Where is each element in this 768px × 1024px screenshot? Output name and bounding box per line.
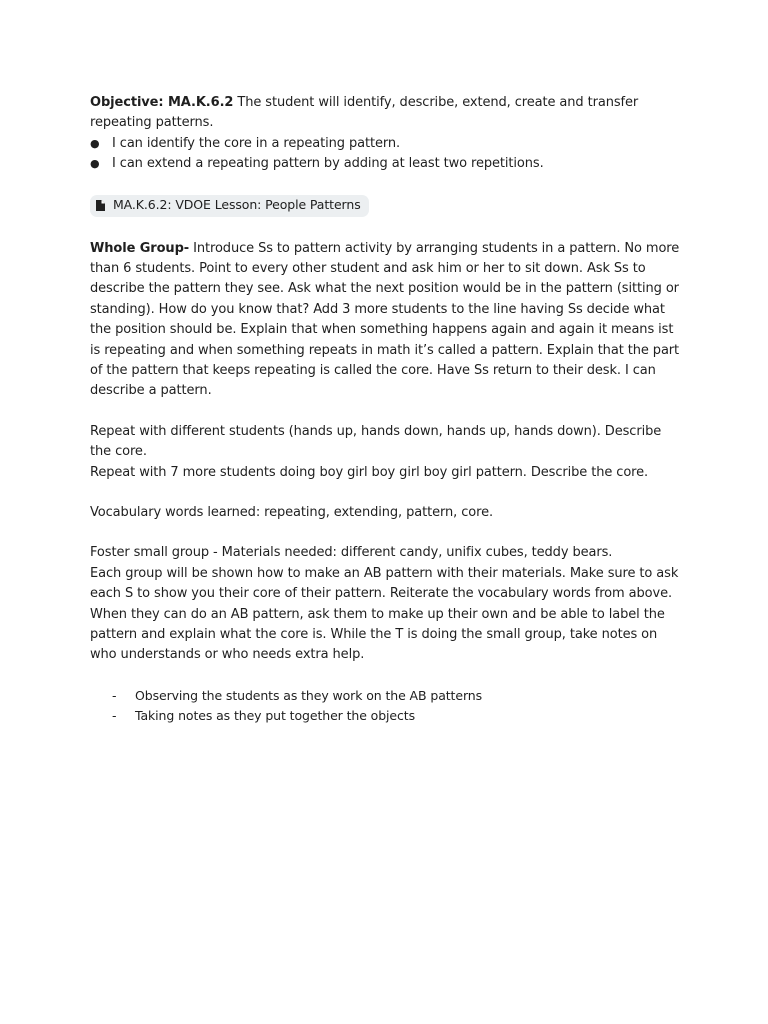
bullet-icon: ● [90, 136, 100, 150]
dash-marker: - [112, 708, 117, 724]
spacer [90, 402, 680, 422]
spacer [90, 219, 680, 239]
document-icon [96, 200, 105, 211]
objective-code: MA.K.6.2 [167, 95, 234, 110]
assessment-item-text: Observing the students as they work on the AB patterns [135, 687, 482, 703]
list-item [90, 706, 680, 726]
small-group-paragraph-2: Each group will be shown how to make an AB pattern with their materials. Make sure to ask each S to show you their core of their pattern. Reiterate the vocabulary words from above. When they can do an AB pattern, ask them to make up their own and be able to label the pattern and explain what the core is. While the T is doing the small group, take notes on who understands or who needs extra help. [90, 565, 679, 663]
list-item [90, 154, 680, 174]
bullet-icon: ● [90, 157, 100, 171]
objective-label: Objective: [90, 95, 168, 110]
assessment-item-text: Taking notes as they put together the objects [135, 708, 415, 724]
spacer [90, 483, 680, 503]
spacer [90, 523, 680, 543]
assessment-list [90, 686, 680, 727]
small-group-paragraph-1: Foster small group - Materials needed: different candy, unifix cubes, teddy bears. [90, 545, 613, 561]
spacer [90, 666, 680, 686]
dash-marker: - [112, 687, 117, 703]
repeat-paragraph-2: Repeat with 7 more students doing boy girl boy girl boy girl pattern. Describe the core. [90, 464, 649, 480]
bullet-text: I can extend a repeating pattern by adding at least two repetitions. [112, 156, 544, 172]
whole-group-paragraph [90, 239, 680, 402]
list-item [90, 134, 680, 154]
whole-group-text: Introduce Ss to pattern activity by arranging students in a pattern. No more than 6 students. Point to every other student and ask him or her to sit down. Ask Ss to describe the pattern they see. Ask what the next position would be in the pattern (sitting or standing). How do you know that? Add 3 more students to the line having Ss decide what the position should be. Explain that when something happens again and again it means ist is repeating and when something repeats in math it’s called a pattern. Explain that the part of the pattern that keeps repeating is called the core. Have Ss return to their desk. I can describe a pattern. [90, 240, 680, 399]
whole-group-label: Whole Group- [90, 240, 190, 256]
objective-bullet-list [90, 134, 680, 175]
resource-link-chip[interactable] [90, 195, 369, 217]
objective-paragraph [90, 93, 680, 134]
repeat-paragraph-1: Repeat with different students (hands up, hands down, hands up, hands down). Describe the core. [90, 423, 662, 460]
resource-link-label: MA.K.6.2: VDOE Lesson: People Patterns [113, 197, 361, 213]
document-page [90, 93, 680, 727]
objective-text: The student will identify, describe, extend, create and transfer repeating patterns. [90, 95, 639, 131]
bullet-text: I can identify the core in a repeating pattern. [112, 135, 401, 151]
vocabulary-paragraph: Vocabulary words learned: repeating, extending, pattern, core. [90, 505, 494, 520]
list-item [90, 686, 680, 706]
